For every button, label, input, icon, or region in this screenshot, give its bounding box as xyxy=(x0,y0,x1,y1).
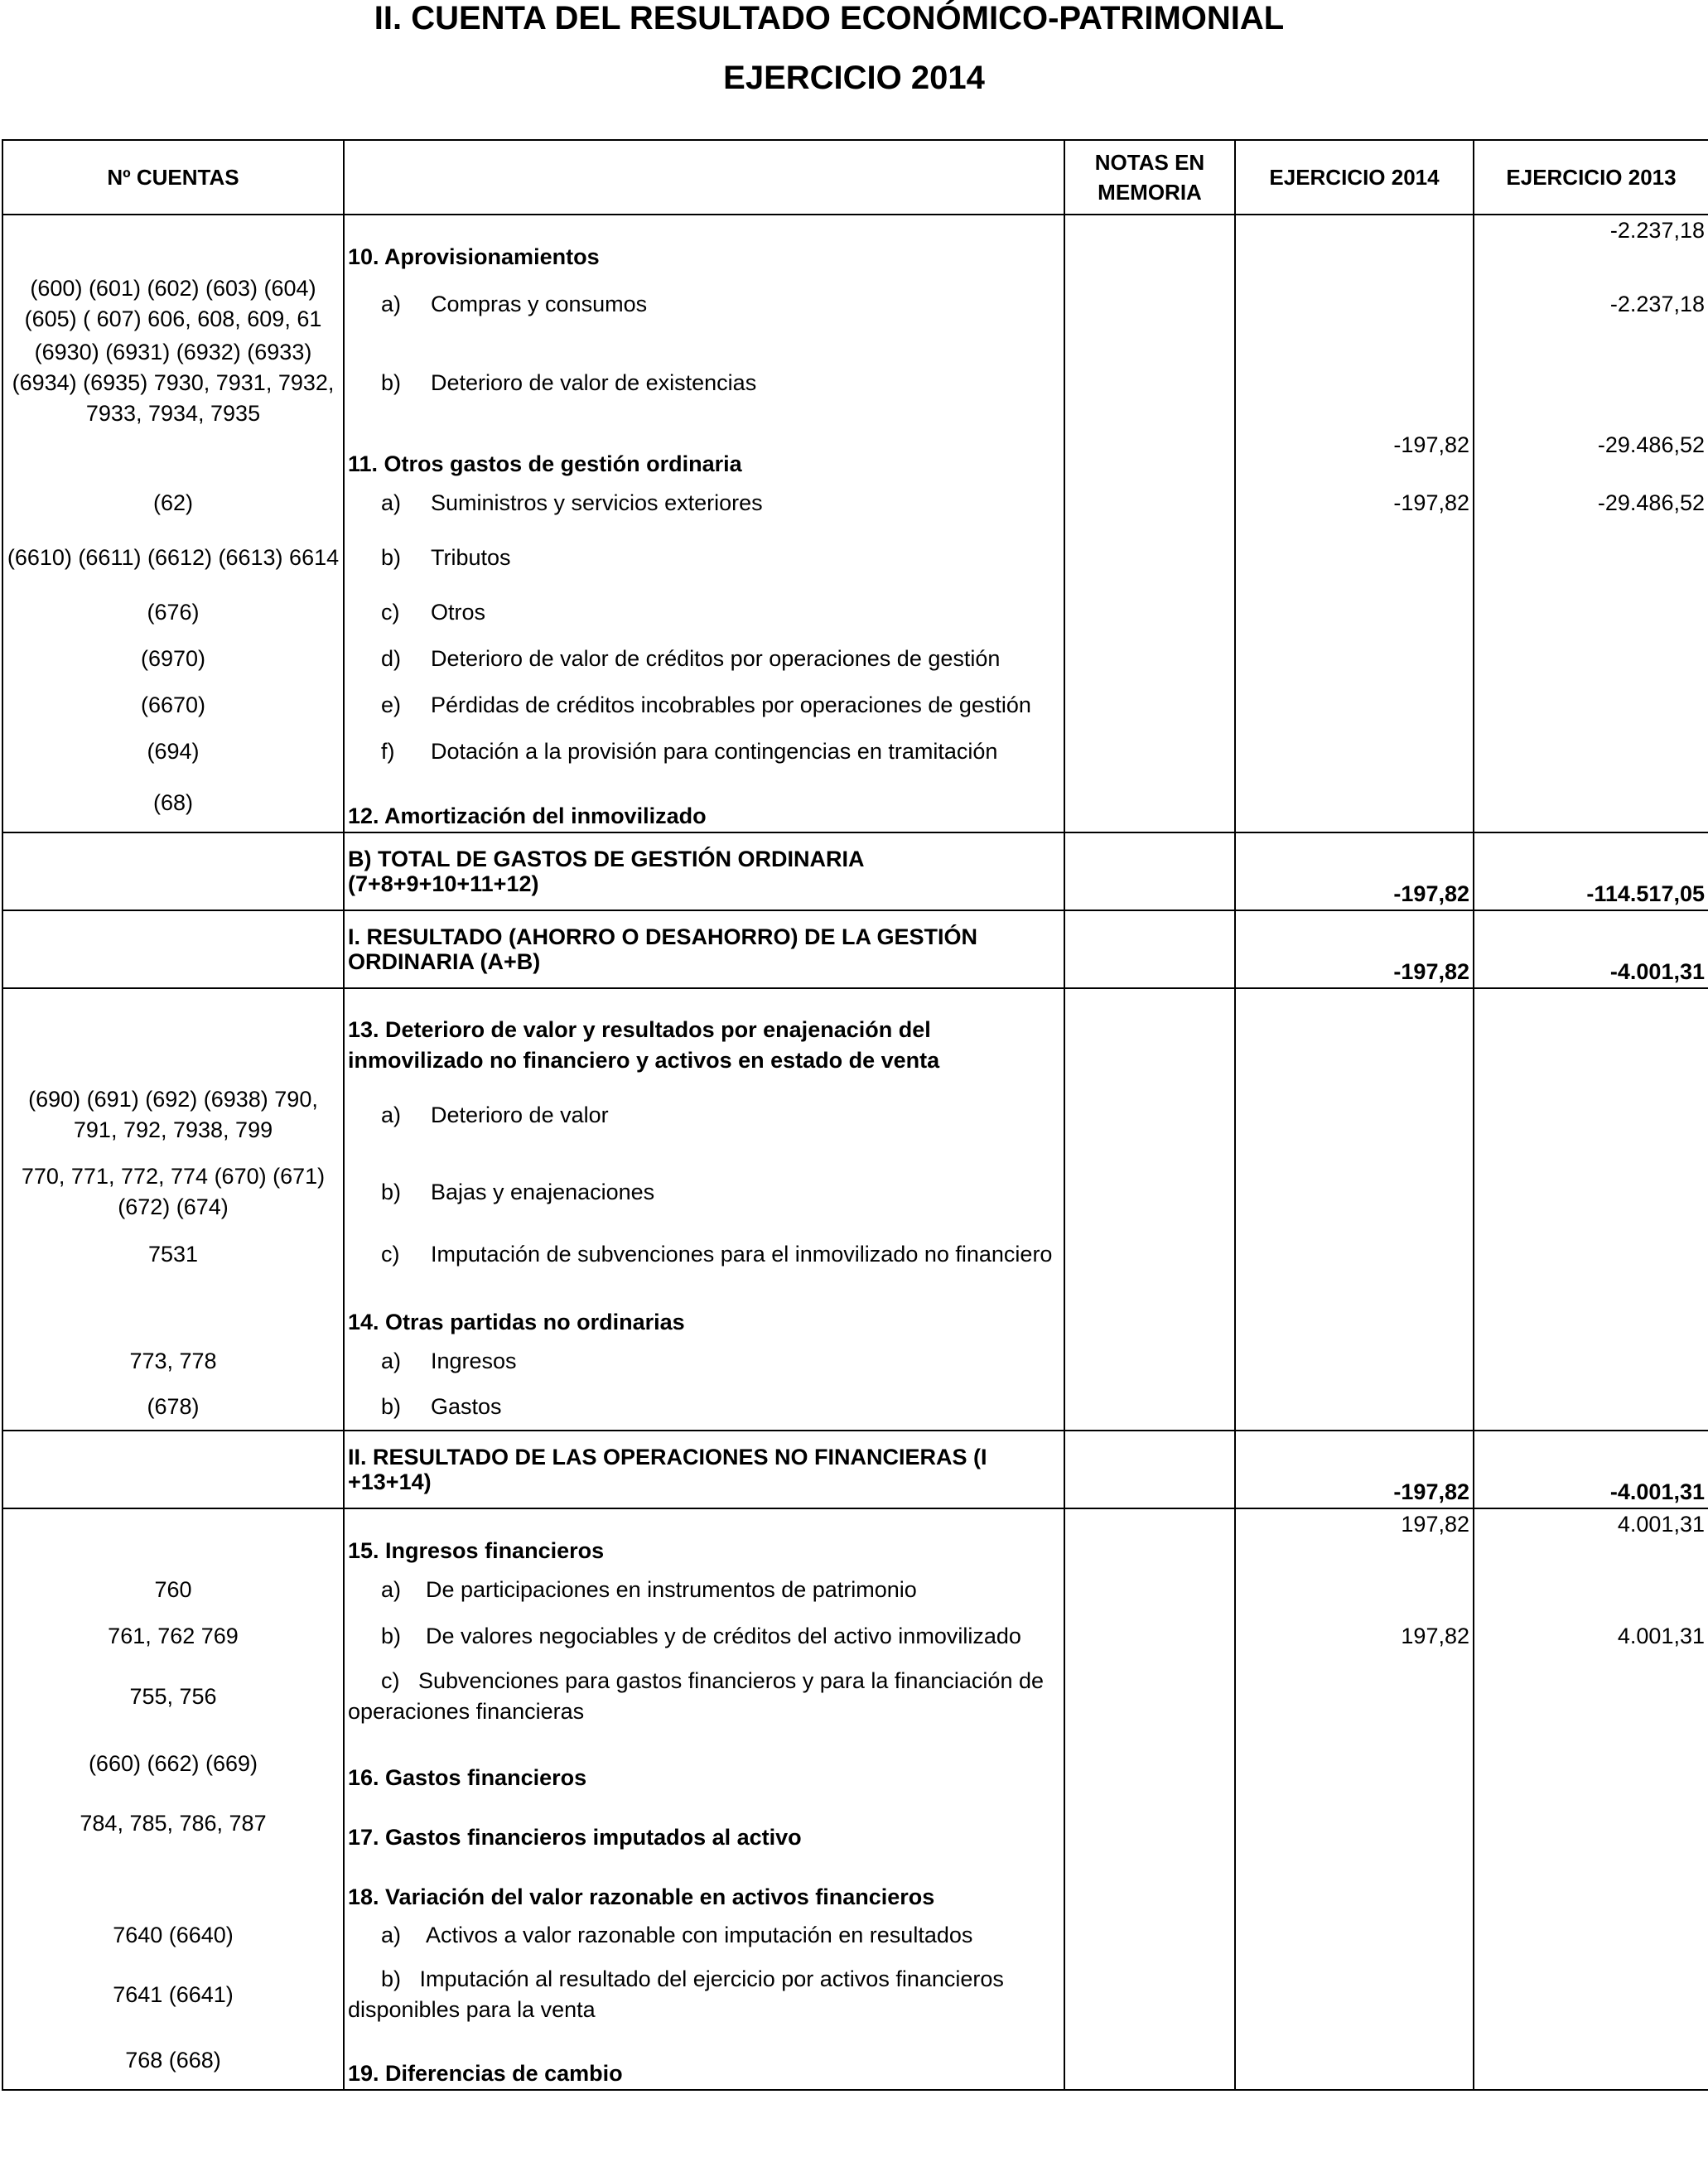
notes-cell xyxy=(1064,2032,1235,2090)
concept-cell: 13. Deterioro de valor y resultados por enajenación del inmovilizado no financiero y activos en estado de venta xyxy=(344,988,1064,1079)
table-row xyxy=(2,335,1708,430)
account-cell: (6930) (6931) (6932) (6933) (6934) (6935) 7930, 7931, 7932, 7933, 7934, 7935 xyxy=(2,335,344,430)
concept-cell: 12. Amortización del inmovilizado xyxy=(344,774,1064,832)
value-2014-cell: 197,82 xyxy=(1235,1613,1474,1659)
value-2013-cell: -2.237,18 xyxy=(1474,273,1708,335)
account-cell: (678) xyxy=(2,1384,344,1431)
concept-cell xyxy=(344,480,1064,526)
notes-cell xyxy=(1064,1384,1235,1431)
value-2014-cell xyxy=(1235,335,1474,430)
notes-cell xyxy=(1064,832,1235,910)
value-2013-cell xyxy=(1474,1957,1708,2032)
concept-cell: II. RESULTADO DE LAS OPERACIONES NO FINANCIERAS (I +13+14) xyxy=(344,1431,1064,1508)
item-text: Tributos xyxy=(431,544,511,570)
value-2014-cell xyxy=(1235,635,1474,682)
item-letter: d) xyxy=(381,645,402,671)
item-text: Deterioro de valor de créditos por operaciones de gestión xyxy=(431,645,1001,671)
value-2013-cell xyxy=(1474,1734,1708,1793)
item-text: Imputación al resultado del ejercicio por activos financieros disponibles para la venta xyxy=(348,1966,1004,2022)
column-header-notas: NOTAS EN MEMORIA xyxy=(1064,140,1235,215)
notes-cell xyxy=(1064,1659,1235,1734)
value-2013-cell: -4.001,31 xyxy=(1474,910,1708,988)
value-2014-cell xyxy=(1235,1957,1474,2032)
value-2013-cell xyxy=(1474,682,1708,728)
notes-cell xyxy=(1064,480,1235,526)
account-cell: 773, 778 xyxy=(2,1338,344,1384)
value-2013-cell: -2.237,18 xyxy=(1474,215,1708,273)
concept-cell: 14. Otras partidas no ordinarias xyxy=(344,1275,1064,1338)
account-cell: 7640 (6640) xyxy=(2,1913,344,1957)
item-text: Ingresos xyxy=(431,1348,517,1373)
value-2014-cell xyxy=(1235,2032,1474,2090)
value-2014-cell xyxy=(1235,1913,1474,1957)
concept-cell xyxy=(344,1957,1064,2032)
item-text: Deterioro de valor xyxy=(431,1102,609,1127)
notes-cell xyxy=(1064,526,1235,589)
concept-cell xyxy=(344,1079,1064,1151)
table-row xyxy=(2,1384,1708,1431)
value-2013-cell: 4.001,31 xyxy=(1474,1508,1708,1566)
notes-cell xyxy=(1064,1151,1235,1233)
value-2014-cell xyxy=(1235,1853,1474,1913)
item-letter: a) xyxy=(381,1922,402,1947)
account-cell xyxy=(2,1275,344,1338)
value-2013-cell xyxy=(1474,526,1708,589)
concept-cell xyxy=(344,526,1064,589)
notes-cell xyxy=(1064,1957,1235,2032)
table-row xyxy=(2,635,1708,682)
value-2014-cell xyxy=(1235,1734,1474,1793)
table-row xyxy=(2,2032,1708,2090)
table-row xyxy=(2,1853,1708,1913)
value-2013-cell xyxy=(1474,774,1708,832)
notes-cell xyxy=(1064,335,1235,430)
account-cell: (62) xyxy=(2,480,344,526)
item-text: Subvenciones para gastos financieros y para la financiación de operaciones financieras xyxy=(348,1668,1044,1724)
account-cell: 761, 762 769 xyxy=(2,1613,344,1659)
value-2013-cell xyxy=(1474,335,1708,430)
notes-cell xyxy=(1064,273,1235,335)
value-2014-cell xyxy=(1235,1384,1474,1431)
value-2014-cell xyxy=(1235,1233,1474,1275)
item-text: Imputación de subvenciones para el inmovilizado no financiero xyxy=(431,1241,1053,1267)
concept-cell: 10. Aprovisionamientos xyxy=(344,215,1064,273)
notes-cell xyxy=(1064,728,1235,774)
account-cell xyxy=(2,832,344,910)
item-text: Pérdidas de créditos incobrables por operaciones de gestión xyxy=(431,692,1031,717)
column-header-cuentas: Nº CUENTAS xyxy=(2,140,344,215)
value-2014-cell xyxy=(1235,1338,1474,1384)
value-2013-cell: -29.486,52 xyxy=(1474,430,1708,480)
value-2014-cell xyxy=(1235,728,1474,774)
value-2014-cell xyxy=(1235,774,1474,832)
table-row xyxy=(2,1613,1708,1659)
value-2014-cell xyxy=(1235,1275,1474,1338)
notes-cell xyxy=(1064,1079,1235,1151)
account-cell xyxy=(2,1431,344,1508)
notes-cell xyxy=(1064,430,1235,480)
concept-cell xyxy=(344,335,1064,430)
item-letter: f) xyxy=(381,738,395,764)
concept-cell: 18. Variación del valor razonable en activos financieros xyxy=(344,1853,1064,1913)
notes-cell xyxy=(1064,1508,1235,1566)
value-2014-cell xyxy=(1235,273,1474,335)
report-subtitle: EJERCICIO 2014 xyxy=(723,60,985,96)
item-letter: b) xyxy=(381,369,402,395)
item-text: De participaciones en instrumentos de patrimonio xyxy=(426,1576,917,1602)
item-letter: c) xyxy=(381,599,400,625)
notes-cell xyxy=(1064,1566,1235,1613)
notes-cell xyxy=(1064,1853,1235,1913)
account-cell: (694) xyxy=(2,728,344,774)
item-text: Dotación a la provisión para contingencias en tramitación xyxy=(431,738,998,764)
table-row xyxy=(2,1957,1708,2032)
value-2013-cell xyxy=(1474,1233,1708,1275)
item-text: Compras y consumos xyxy=(431,291,648,316)
item-letter: b) xyxy=(381,1966,402,1991)
account-cell xyxy=(2,910,344,988)
concept-cell xyxy=(344,682,1064,728)
value-2014-cell: -197,82 xyxy=(1235,910,1474,988)
value-2014-cell: -197,82 xyxy=(1235,1431,1474,1508)
table-row xyxy=(2,1659,1708,1734)
table-row xyxy=(2,526,1708,589)
notes-cell xyxy=(1064,215,1235,273)
concept-cell xyxy=(344,589,1064,635)
value-2013-cell xyxy=(1474,1384,1708,1431)
account-cell: (68) xyxy=(2,774,344,832)
value-2013-cell xyxy=(1474,1913,1708,1957)
concept-cell: 15. Ingresos financieros xyxy=(344,1508,1064,1566)
concept-cell: 11. Otros gastos de gestión ordinaria xyxy=(344,430,1064,480)
value-2013-cell: 4.001,31 xyxy=(1474,1613,1708,1659)
value-2014-cell: -197,82 xyxy=(1235,832,1474,910)
table-row xyxy=(2,1913,1708,1957)
table-row xyxy=(2,1566,1708,1613)
concept-cell xyxy=(344,1338,1064,1384)
account-cell: 760 xyxy=(2,1566,344,1613)
account-cell: (6670) xyxy=(2,682,344,728)
value-2013-cell xyxy=(1474,728,1708,774)
table-row xyxy=(2,1338,1708,1384)
account-cell: 768 (668) xyxy=(2,2032,344,2090)
item-text: De valores negociables y de créditos del activo inmovilizado xyxy=(426,1623,1021,1648)
table-row xyxy=(2,774,1708,832)
value-2014-cell xyxy=(1235,589,1474,635)
item-letter: a) xyxy=(381,1102,402,1127)
concept-cell xyxy=(344,273,1064,335)
report-title: II. CUENTA DEL RESULTADO ECONÓMICO-PATRIMONIAL xyxy=(374,0,1285,36)
notes-cell xyxy=(1064,1613,1235,1659)
value-2014-cell: -197,82 xyxy=(1235,430,1474,480)
value-2014-cell xyxy=(1235,682,1474,728)
concept-cell: 17. Gastos financieros imputados al activo xyxy=(344,1793,1064,1853)
account-cell: 784, 785, 786, 787 xyxy=(2,1793,344,1853)
notes-cell xyxy=(1064,1734,1235,1793)
value-2013-cell: -29.486,52 xyxy=(1474,480,1708,526)
item-letter: a) xyxy=(381,490,402,515)
item-letter: a) xyxy=(381,1348,402,1373)
account-cell: (660) (662) (669) xyxy=(2,1734,344,1793)
item-letter: b) xyxy=(381,1179,402,1204)
concept-cell xyxy=(344,1151,1064,1233)
item-text: Otros xyxy=(431,599,486,625)
value-2013-cell xyxy=(1474,1338,1708,1384)
table-row xyxy=(2,682,1708,728)
account-cell xyxy=(2,988,344,1079)
account-cell: 7531 xyxy=(2,1233,344,1275)
account-cell: (690) (691) (692) (6938) 790, 791, 792, 7938, 799 xyxy=(2,1079,344,1151)
column-header-ejercicio-2014: EJERCICIO 2014 xyxy=(1235,140,1474,215)
value-2014-cell xyxy=(1235,1079,1474,1151)
value-2013-cell xyxy=(1474,635,1708,682)
value-2013-cell xyxy=(1474,1853,1708,1913)
total-row xyxy=(2,910,1708,988)
table-row xyxy=(2,1734,1708,1793)
notes-cell xyxy=(1064,635,1235,682)
table-row xyxy=(2,273,1708,335)
total-row xyxy=(2,832,1708,910)
item-letter: c) xyxy=(381,1668,400,1693)
notes-cell xyxy=(1064,1233,1235,1275)
value-2014-cell: -197,82 xyxy=(1235,480,1474,526)
value-2013-cell xyxy=(1474,1151,1708,1233)
concept-cell: B) TOTAL DE GASTOS DE GESTIÓN ORDINARIA (7+8+9+10+11+12) xyxy=(344,832,1064,910)
value-2013-cell: -4.001,31 xyxy=(1474,1431,1708,1508)
value-2014-cell xyxy=(1235,215,1474,273)
account-cell: (600) (601) (602) (603) (604) (605) ( 607) 606, 608, 609, 61 xyxy=(2,273,344,335)
table-row xyxy=(2,430,1708,480)
concept-cell xyxy=(344,1384,1064,1431)
account-cell: (6970) xyxy=(2,635,344,682)
item-text: Bajas y enajenaciones xyxy=(431,1179,655,1204)
value-2014-cell xyxy=(1235,1566,1474,1613)
value-2014-cell xyxy=(1235,526,1474,589)
value-2014-cell xyxy=(1235,988,1474,1079)
concept-cell: 16. Gastos financieros xyxy=(344,1734,1064,1793)
concept-cell xyxy=(344,1659,1064,1734)
item-text: Deterioro de valor de existencias xyxy=(431,369,757,395)
column-header-ejercicio-2013: EJERCICIO 2013 xyxy=(1474,140,1708,215)
account-cell xyxy=(2,1853,344,1913)
value-2014-cell xyxy=(1235,1793,1474,1853)
item-letter: a) xyxy=(381,1576,402,1602)
notes-cell xyxy=(1064,988,1235,1079)
item-text: Activos a valor razonable con imputación en resultados xyxy=(426,1922,973,1947)
value-2013-cell xyxy=(1474,1659,1708,1734)
notes-cell xyxy=(1064,774,1235,832)
notes-cell xyxy=(1064,1275,1235,1338)
account-cell: 770, 771, 772, 774 (670) (671) (672) (674) xyxy=(2,1151,344,1233)
concept-cell: 19. Diferencias de cambio xyxy=(344,2032,1064,2090)
table-row xyxy=(2,1508,1708,1566)
account-cell: (6610) (6611) (6612) (6613) 6614 xyxy=(2,526,344,589)
table-header-row xyxy=(2,140,1708,215)
notes-cell xyxy=(1064,910,1235,988)
table-row xyxy=(2,988,1708,1079)
value-2014-cell xyxy=(1235,1659,1474,1734)
table-row xyxy=(2,215,1708,273)
value-2013-cell xyxy=(1474,1566,1708,1613)
table-row xyxy=(2,589,1708,635)
table-row xyxy=(2,480,1708,526)
item-letter: b) xyxy=(381,1394,402,1419)
table-row xyxy=(2,1079,1708,1151)
table-row xyxy=(2,1793,1708,1853)
notes-cell xyxy=(1064,682,1235,728)
account-cell: (676) xyxy=(2,589,344,635)
value-2013-cell xyxy=(1474,1793,1708,1853)
notes-cell xyxy=(1064,1338,1235,1384)
item-letter: c) xyxy=(381,1241,400,1267)
concept-cell xyxy=(344,635,1064,682)
account-cell xyxy=(2,215,344,273)
table-row xyxy=(2,728,1708,774)
column-header-concepto xyxy=(344,140,1064,215)
account-cell: 7641 (6641) xyxy=(2,1957,344,2032)
concept-cell xyxy=(344,1566,1064,1613)
value-2013-cell: -114.517,05 xyxy=(1474,832,1708,910)
total-row xyxy=(2,1431,1708,1508)
concept-cell xyxy=(344,1613,1064,1659)
value-2013-cell xyxy=(1474,988,1708,1079)
value-2013-cell xyxy=(1474,589,1708,635)
notes-cell xyxy=(1064,589,1235,635)
value-2013-cell xyxy=(1474,1079,1708,1151)
notes-cell xyxy=(1064,1913,1235,1957)
account-cell: 755, 756 xyxy=(2,1659,344,1734)
item-letter: e) xyxy=(381,692,402,717)
notes-cell xyxy=(1064,1793,1235,1853)
table-row xyxy=(2,1151,1708,1233)
value-2013-cell xyxy=(1474,2032,1708,2090)
value-2013-cell xyxy=(1474,1275,1708,1338)
value-2014-cell xyxy=(1235,1151,1474,1233)
account-cell xyxy=(2,430,344,480)
item-text: Suministros y servicios exteriores xyxy=(431,490,763,515)
account-cell xyxy=(2,1508,344,1566)
concept-cell xyxy=(344,728,1064,774)
table-row xyxy=(2,1275,1708,1338)
item-letter: b) xyxy=(381,544,402,570)
income-statement-table xyxy=(2,139,1708,2091)
concept-cell xyxy=(344,1913,1064,1957)
item-text: Gastos xyxy=(431,1394,502,1419)
item-letter: a) xyxy=(381,291,402,316)
concept-cell xyxy=(344,1233,1064,1275)
notes-cell xyxy=(1064,1431,1235,1508)
item-letter: b) xyxy=(381,1623,402,1648)
table-row xyxy=(2,1233,1708,1275)
concept-cell: I. RESULTADO (AHORRO O DESAHORRO) DE LA GESTIÓN ORDINARIA (A+B) xyxy=(344,910,1064,988)
value-2014-cell: 197,82 xyxy=(1235,1508,1474,1566)
